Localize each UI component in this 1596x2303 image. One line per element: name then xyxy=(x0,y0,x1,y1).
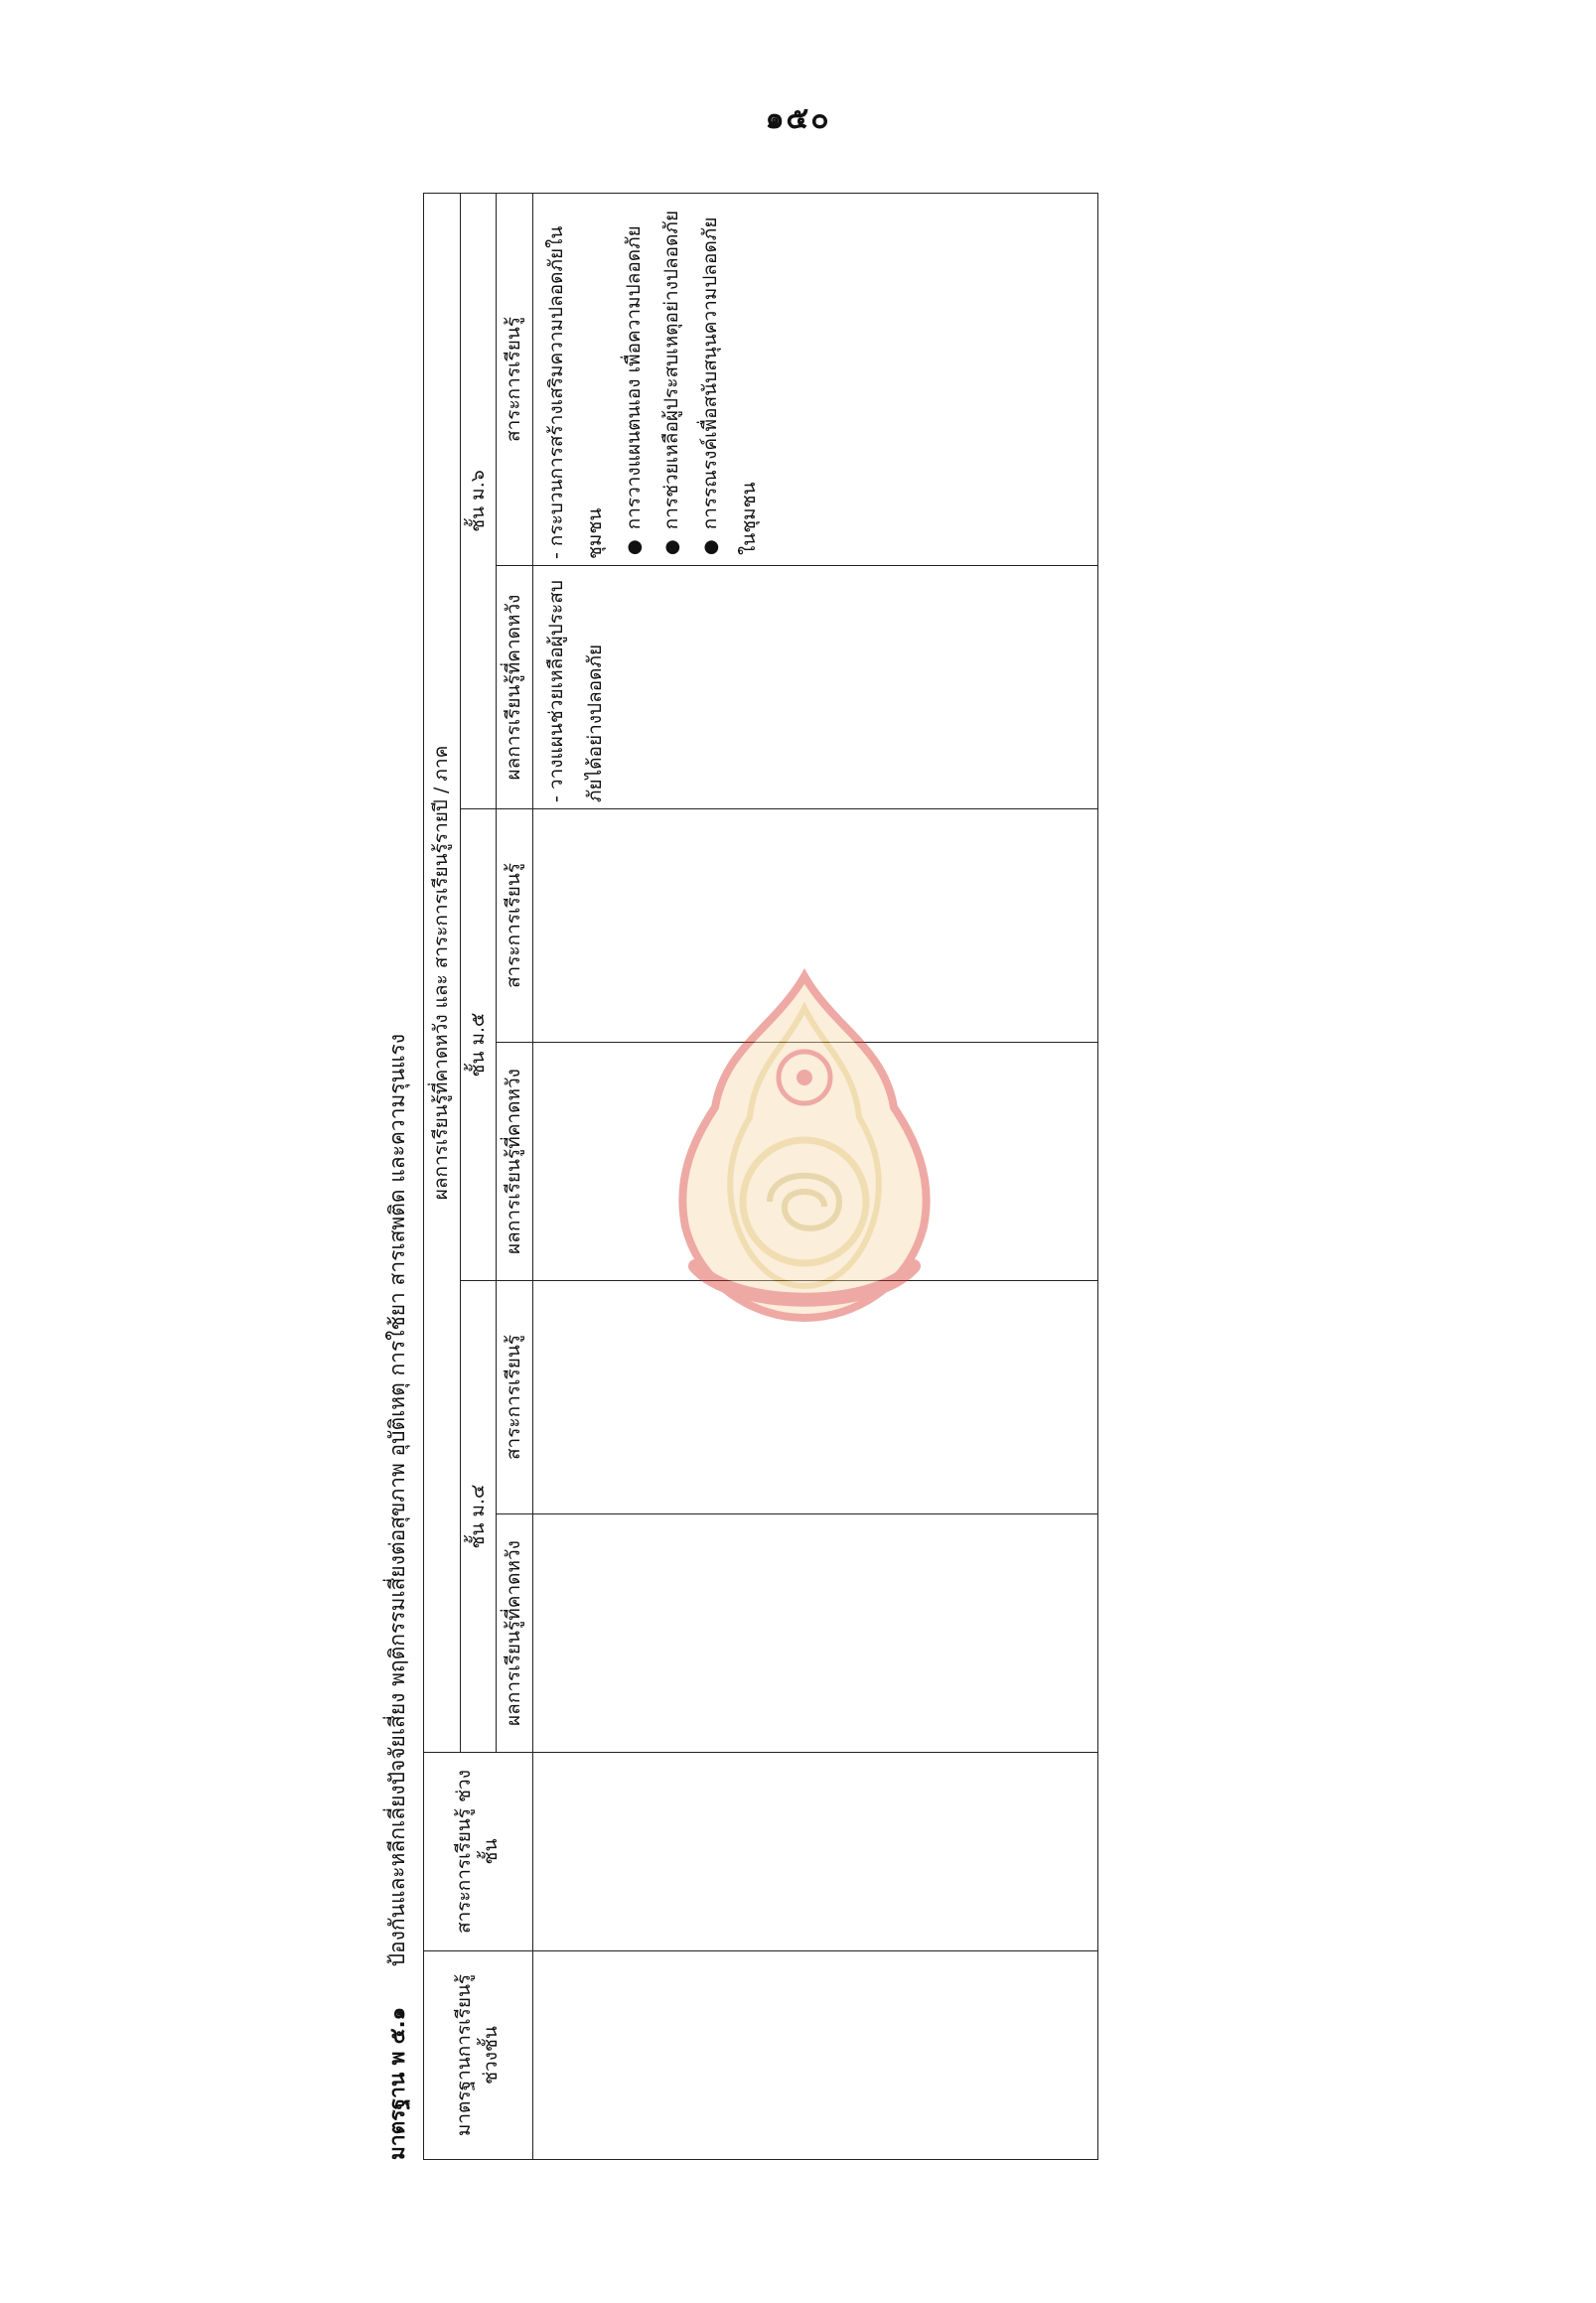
m6-outcome-header: ผลการเรียนรู้ที่คาดหวัง xyxy=(497,566,533,809)
page-heading xyxy=(377,194,419,2160)
m6-content-bullet-2: ● การช่วยเหลือผู้ประสบเหตุอย่างปลอดภัย xyxy=(653,200,691,559)
standard-description: ป้องกันและหลีกเลี่ยงปัจจัยเสี่ยง พฤติกรรมเสี่ยงต่อสุขภาพ อุบัติเหตุ การใช้ยา สารเสพติด และความรุนแรง xyxy=(385,1033,409,1967)
range-content-cell xyxy=(532,1753,1097,1951)
m4-content-header: สาระการเรียนรู้ xyxy=(497,1281,533,1514)
m6-content-bullet-1: ● การวางแผนตนเอง เพื่อความปลอดภัย xyxy=(615,200,653,559)
m6-outcome-cell xyxy=(532,566,1097,809)
col-header-standard: มาตรฐานการเรียนรู้ ช่วงชั้น xyxy=(424,1951,533,2160)
m6-content-bullet-3: ● การรณรงค์เพื่อสนับสนุนความปลอดภัยในชุมชน xyxy=(691,200,769,559)
grade-header-m5: ชั้น ม.๕ xyxy=(460,809,497,1281)
m5-outcome-header: ผลการเรียนรู้ที่คาดหวัง xyxy=(497,1043,533,1281)
m4-outcome-cell xyxy=(532,1514,1097,1753)
page-number: ๑๕๐ xyxy=(765,101,831,136)
standard-code: มาตรฐาน พ ๕.๑ xyxy=(385,2007,409,2160)
m6-outcome-text: - วางแผนช่วยเหลือผู้ประสบภัยได้อย่างปลอดภัย xyxy=(544,580,606,802)
grade-header-m6: ชั้น ม.๖ xyxy=(460,193,497,808)
m5-content-header: สาระการเรียนรู้ xyxy=(497,809,533,1043)
col-header-range-content: สาระการเรียนรู้ ช่วงชั้น xyxy=(424,1753,533,1951)
standard-cell xyxy=(532,1951,1097,2160)
m4-outcome-header: ผลการเรียนรู้ที่คาดหวัง xyxy=(497,1514,533,1753)
grade-header-m4: ชั้น ม.๔ xyxy=(460,1281,497,1753)
group-header: ผลการเรียนรู้ที่คาดหวัง และ สาระการเรียนรู้รายปี / ภาค xyxy=(424,193,461,1752)
emblem-watermark xyxy=(655,968,953,1326)
m6-content-header: สาระการเรียนรู้ xyxy=(497,193,533,565)
m6-content-main: - กระบวนการสร้างเสริมความปลอดภัยในชุมชน xyxy=(544,225,606,559)
emblem-wheel-hub xyxy=(797,1070,812,1085)
m6-content-cell xyxy=(532,193,1097,565)
